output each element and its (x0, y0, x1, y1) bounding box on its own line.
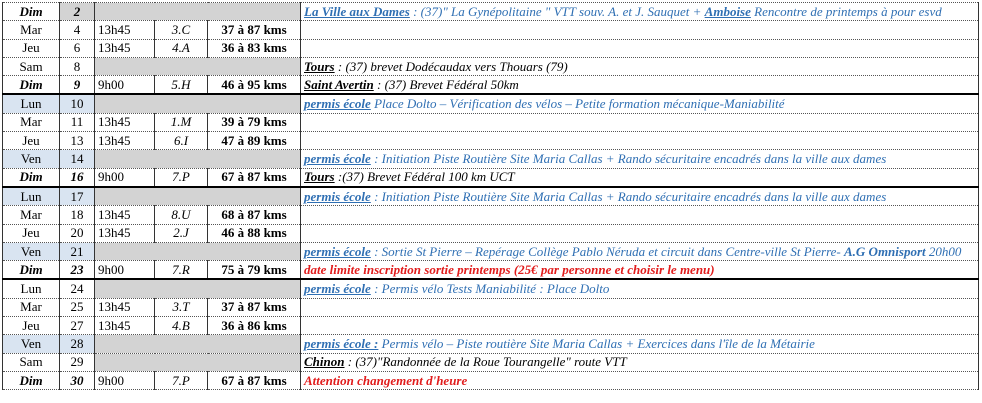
day-cell: Sam (3, 353, 60, 371)
event-cell (301, 150, 979, 168)
empty-cell (95, 150, 301, 168)
date-cell: 9 (60, 76, 95, 95)
table-row (3, 317, 979, 335)
distance-cell: 46 à 88 kms (208, 224, 301, 242)
date-cell: 16 (60, 168, 95, 187)
distance-cell: 68 à 87 kms (208, 206, 301, 224)
empty-cell (95, 242, 301, 260)
day-cell: Dim (3, 76, 60, 95)
empty-cell (95, 187, 301, 206)
event-cell (301, 113, 979, 131)
event-cell (301, 206, 979, 224)
day-cell: Mar (3, 21, 60, 39)
distance-cell: 67 à 87 kms (208, 371, 301, 389)
permis-ecole-link[interactable]: permis école : (304, 335, 379, 351)
empty-cell (95, 353, 301, 371)
route-code-cell: 8.U (155, 206, 208, 224)
time-cell: 13h45 (95, 39, 155, 57)
date-cell: 23 (60, 261, 95, 280)
date-cell: 10 (60, 94, 95, 113)
route-code-cell: 3.T (155, 298, 208, 316)
date-cell: 25 (60, 298, 95, 316)
time-cell: 13h45 (95, 21, 155, 39)
date-cell: 6 (60, 39, 95, 57)
table-row (3, 298, 979, 316)
table-row (3, 187, 979, 206)
distance-cell: 36 à 86 kms (208, 317, 301, 335)
event-cell (301, 317, 979, 335)
permis-ecole-link[interactable]: permis école (304, 281, 371, 297)
route-code-cell: 5.H (155, 76, 208, 95)
event-text: : Permis vélo Tests Maniabilité : Place Dolto (370, 281, 610, 297)
empty-cell (95, 3, 301, 21)
time-cell: 13h45 (95, 132, 155, 150)
route-code-cell: 1.M (155, 113, 208, 131)
event-text: Place Dolto – Vérification des vélos – Petite formation mécanique-Maniabilité (370, 96, 785, 112)
distance-cell: 47 à 89 kms (208, 132, 301, 150)
route-code-cell: 7.P (155, 371, 208, 389)
time-cell: 9h00 (95, 168, 155, 187)
table-row (3, 242, 979, 260)
day-cell: Jeu (3, 317, 60, 335)
date-cell: 28 (60, 335, 95, 353)
event-text: : (37)" La Gynépolitaine " VTT souv. A. et J. Sauquet + (409, 3, 705, 19)
event-cell (301, 261, 979, 280)
permis-ecole-link[interactable]: permis école (304, 96, 371, 112)
time-cell: 13h45 (95, 206, 155, 224)
table-row (3, 21, 979, 39)
table-row (3, 39, 979, 57)
table-row (3, 168, 979, 187)
event-text: : Initiation Piste Routière Site Maria Callas + Rando sécuritaire encadrés dans la ville aux dames (370, 151, 887, 167)
permis-ecole-link[interactable]: permis école (304, 188, 371, 204)
event-place[interactable]: Chinon (304, 354, 345, 370)
date-cell: 11 (60, 113, 95, 131)
event-cell (301, 353, 979, 371)
route-code-cell: 2.J (155, 224, 208, 242)
date-cell: 8 (60, 57, 95, 75)
event-text: : Initiation Piste Routière Site Maria Callas + Rando sécuritaire encadrés dans la ville aux dames (370, 188, 887, 204)
distance-cell: 75 à 79 kms (208, 261, 301, 280)
event-cell (301, 57, 979, 75)
day-cell: Lun (3, 279, 60, 298)
event-place[interactable]: Tours (304, 169, 335, 185)
distance-cell: 46 à 95 kms (208, 76, 301, 95)
event-cell (301, 279, 979, 298)
event-cell (301, 94, 979, 113)
time-change-note: Attention changement d'heure (304, 372, 468, 388)
distance-cell: 37 à 87 kms (208, 298, 301, 316)
event-place[interactable]: Tours (304, 58, 335, 74)
event-text: : (37)"Randonnée de la Roue Tourangelle" route VTT (344, 354, 627, 370)
day-cell: Jeu (3, 39, 60, 57)
date-cell: 27 (60, 317, 95, 335)
day-cell: Dim (3, 168, 60, 187)
table-row (3, 353, 979, 371)
event-cell (301, 21, 979, 39)
date-cell: 30 (60, 371, 95, 389)
permis-ecole-link[interactable]: permis école (304, 151, 371, 167)
day-cell: Mar (3, 113, 60, 131)
event-cell (301, 242, 979, 260)
event-cell (301, 3, 979, 21)
event-text: : (37) brevet Dodécaudax vers Thouars (79) (334, 58, 568, 74)
table-row (3, 150, 979, 168)
permis-ecole-link[interactable]: permis école (304, 243, 371, 259)
empty-cell (95, 94, 301, 113)
table-row (3, 94, 979, 113)
table-row (3, 371, 979, 389)
table-row (3, 3, 979, 21)
event-highlight: A.G Omnisport (844, 243, 926, 259)
empty-cell (95, 335, 301, 353)
time-cell: 13h45 (95, 224, 155, 242)
table-row (3, 279, 979, 298)
date-cell: 18 (60, 206, 95, 224)
event-cell (301, 371, 979, 389)
table-row (3, 132, 979, 150)
time-cell: 9h00 (95, 261, 155, 280)
time-cell: 13h45 (95, 113, 155, 131)
day-cell: Jeu (3, 132, 60, 150)
distance-cell: 67 à 87 kms (208, 168, 301, 187)
date-cell: 4 (60, 21, 95, 39)
route-code-cell: 4.A (155, 39, 208, 57)
day-cell: Jeu (3, 224, 60, 242)
event-text: Rencontre de printemps à pour esvd (750, 3, 942, 19)
event-place[interactable]: Saint Avertin (304, 76, 374, 92)
event-cell (301, 39, 979, 57)
event-text: : Sortie St Pierre – Repérage Collège Pablo Néruda et circuit dans Centre-ville St Pierre- (370, 243, 844, 259)
event-text: :(37) Brevet Fédéral 100 km UCT (334, 169, 515, 185)
date-cell: 29 (60, 353, 95, 371)
day-cell: Lun (3, 187, 60, 206)
event-cell (301, 335, 979, 353)
table-row (3, 57, 979, 75)
event-cell (301, 298, 979, 316)
day-cell: Ven (3, 335, 60, 353)
event-cell (301, 187, 979, 206)
event-cell (301, 76, 979, 95)
day-cell: Dim (3, 261, 60, 280)
day-cell: Dim (3, 371, 60, 389)
time-cell: 13h45 (95, 317, 155, 335)
distance-cell: 39 à 79 kms (208, 113, 301, 131)
day-cell: Mar (3, 206, 60, 224)
day-cell: Ven (3, 150, 60, 168)
deadline-note: date limite inscription sortie printemps (25€ par personne et choisir le menu) (304, 261, 715, 277)
day-cell: Sam (3, 57, 60, 75)
table-row (3, 206, 979, 224)
table-row (3, 113, 979, 131)
route-code-cell: 7.R (155, 261, 208, 280)
route-code-cell: 3.C (155, 21, 208, 39)
event-cell (301, 132, 979, 150)
event-text: : (37) Brevet Fédéral 50km (373, 76, 519, 92)
time-cell: 9h00 (95, 371, 155, 389)
date-cell: 2 (60, 3, 95, 21)
event-place[interactable]: La Ville aux Dames (304, 3, 410, 19)
day-cell: Dim (3, 3, 60, 21)
empty-cell (95, 279, 301, 298)
date-cell: 14 (60, 150, 95, 168)
table-row (3, 335, 979, 353)
event-cell (301, 168, 979, 187)
event-text: 20h00 (925, 243, 962, 259)
date-cell: 21 (60, 242, 95, 260)
day-cell: Lun (3, 94, 60, 113)
event-place[interactable]: Amboise (704, 3, 751, 19)
date-cell: 20 (60, 224, 95, 242)
event-cell (301, 224, 979, 242)
date-cell: 24 (60, 279, 95, 298)
date-cell: 13 (60, 132, 95, 150)
distance-cell: 37 à 87 kms (208, 21, 301, 39)
schedule-table (2, 2, 979, 390)
distance-cell: 36 à 83 kms (208, 39, 301, 57)
time-cell: 9h00 (95, 76, 155, 95)
table-row (3, 76, 979, 95)
route-code-cell: 6.I (155, 132, 208, 150)
route-code-cell: 4.B (155, 317, 208, 335)
empty-cell (95, 57, 301, 75)
table-row (3, 224, 979, 242)
day-cell: Mar (3, 298, 60, 316)
day-cell: Ven (3, 242, 60, 260)
time-cell: 13h45 (95, 298, 155, 316)
table-row (3, 261, 979, 280)
route-code-cell: 7.P (155, 168, 208, 187)
date-cell: 17 (60, 187, 95, 206)
event-text: Permis vélo – Piste routière Site Maria Callas + Exercices dans l'île de la Métairie (378, 335, 815, 351)
